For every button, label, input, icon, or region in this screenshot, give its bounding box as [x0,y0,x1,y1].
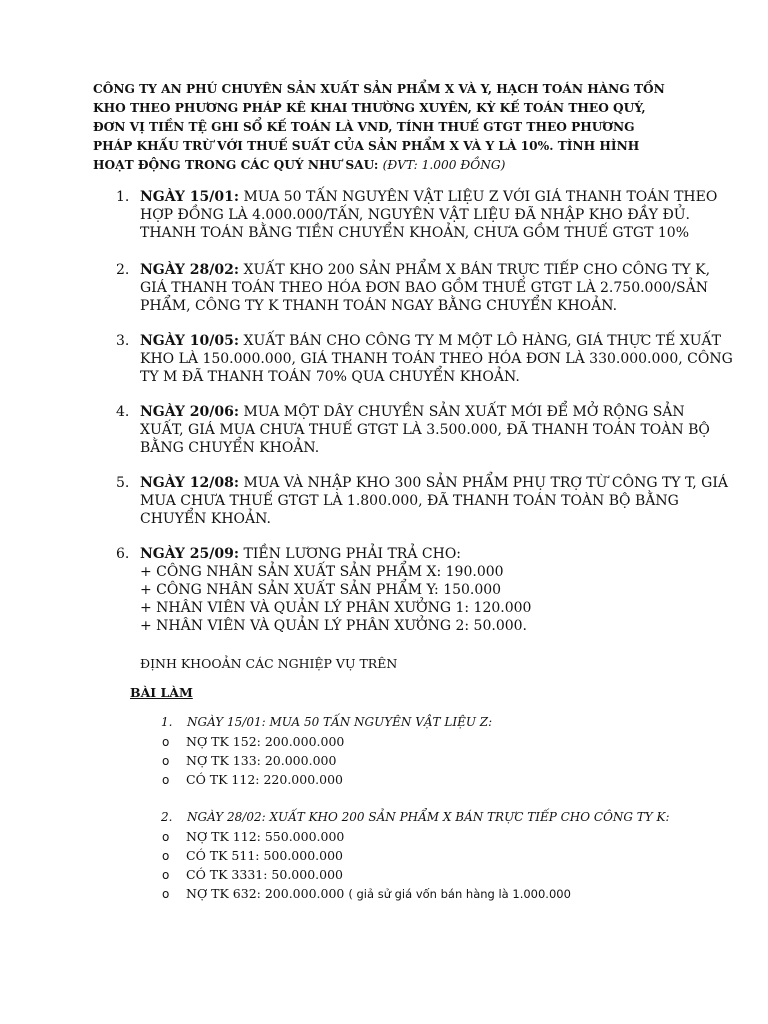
question-line: + NHÂN VIÊN VÀ QUẢN LÝ PHÂN XƯỞNG 2: 50.000. [140,618,527,634]
bullet-icon: o [162,887,170,901]
answer-heading [161,810,670,824]
solution-title: BÀI LÀM [130,685,193,700]
question-number: 1. [116,189,130,205]
entry-text: CÓ TK 3331: 50.000.000 [186,867,344,882]
question-line: MUA CHƯA THUẾ GTGT LÀ 1.800.000, ĐÃ THANH TOÁN TOÀN BỘ BẰNG [140,493,679,509]
question-line: HỢP ĐỒNG LÀ 4.000.000/TẤN, NGUYÊN VẬT LIỆU ĐÃ NHẬP KHO ĐẦY ĐỦ. [140,207,690,223]
question-line: CHUYỂN KHOẢN. [140,511,271,527]
answer-number: 1. [161,715,173,729]
answer-heading-text: NGÀY 28/02: XUẤT KHO 200 SẢN PHẨM X BÁN TRỰC TIẾP CHO CÔNG TY K: [187,810,670,824]
subtask-instruction: ĐỊNH KHOOẢN CÁC NGHIỆP VỤ TRÊN [140,656,398,671]
question-line: MUA 50 TẤN NGUYÊN VẬT LIỆU Z VỚI GIÁ THANH TOÁN THEO [243,189,718,205]
question-line: GIÁ THANH TOÁN THEO HÓA ĐƠN BAO GỒM THUẾ GTGT LÀ 2.750.000/SẢN [140,280,708,296]
journal-entry [162,848,343,863]
question-date: NGÀY 25/09: [140,546,240,562]
entry-text: CÓ TK 511: 500.000.000 [186,848,344,863]
question-line: KHO LÀ 150.000.000, GIÁ THANH TOÁN THEO HÓA ĐƠN LÀ 330.000.000, CÔNG [140,351,733,367]
journal-entry [162,886,571,901]
answer-heading-text: NGÀY 15/01: MUA 50 TẤN NGUYÊN VẬT LIỆU Z: [187,715,493,729]
question-line: TY M ĐÃ THANH TOÁN 70% QUA CHUYỂN KHOẢN. [140,369,520,385]
question-date: NGÀY 12/08: [140,475,240,491]
entry-text: CÓ TK 112: 220.000.000 [186,772,344,787]
question-line: + CÔNG NHÂN SẢN XUẤT SẢN PHẨM X: 190.000 [140,564,504,580]
bullet-icon: o [162,735,170,749]
journal-entry [162,734,344,749]
question-line: PHẨM, CÔNG TY K THANH TOÁN NGAY BẰNG CHUYỂN KHOẢN. [140,298,618,314]
entry-text: NỢ TK 112: 550.000.000 [186,829,345,844]
bullet-icon: o [162,849,170,863]
question-number: 5. [116,475,130,491]
answer-number: 2. [161,810,173,824]
entry-note: ( giả sử giá vốn bán hàng là 1.000.000 [348,887,571,901]
bullet-icon: o [162,868,170,882]
entry-text: NỢ TK 632: 200.000.000 [186,886,345,901]
question-line: + NHÂN VIÊN VÀ QUẢN LÝ PHÂN XƯỞNG 1: 120.000 [140,600,532,616]
question-line: + CÔNG NHÂN SẢN XUẤT SẢN PHẨM Y: 150.000 [140,582,502,598]
question-line: XUẤT BÁN CHO CÔNG TY M MỘT LÔ HÀNG, GIÁ THỰC TẾ XUẤT [243,333,721,349]
question-number: 3. [116,333,130,349]
question-line: THANH TOÁN BẰNG TIỀN CHUYỂN KHOẢN, CHƯA GỒM THUẾ GTGT 10% [140,225,690,241]
question-line: MUA VÀ NHẬP KHO 300 SẢN PHẨM PHỤ TRỢ TỪ CÔNG TY T, GIÁ [243,475,728,491]
answer-heading [161,715,492,729]
question-number: 4. [116,404,130,420]
entry-text: NỢ TK 133: 20.000.000 [186,753,337,768]
question-date: NGÀY 15/01: [140,189,240,205]
question-line: TIỀN LƯƠNG PHẢI TRẢ CHO: [243,546,462,562]
journal-entry [162,867,343,882]
journal-entry [162,753,336,768]
question-line: BẰNG CHUYỂN KHOẢN. [140,440,320,456]
journal-entry [162,772,343,787]
journal-entry [162,829,344,844]
bullet-icon: o [162,773,170,787]
question-line: XUẤT, GIÁ MUA CHƯA THUẾ GTGT LÀ 3.500.000, ĐÃ THANH TOÁN TOÀN BỘ [140,422,710,438]
question-number: 6. [116,546,130,562]
bullet-icon: o [162,830,170,844]
question-line: MUA MỘT DÂY CHUYỀN SẢN XUẤT MỚI ĐỂ MỞ RỘNG SẢN [243,404,685,420]
unit-note: (ĐVT: 1.000 ĐỒNG) [382,158,506,172]
question-date: NGÀY 10/05: [140,333,240,349]
entry-text: NỢ TK 152: 200.000.000 [186,734,345,749]
problem-intro [93,80,673,175]
intro-text: CÔNG TY AN PHÚ CHUYÊN SẢN XUẤT SẢN PHẨM X VÀ Y, HẠCH TOÁN HÀNG TỒN KHO THEO PHƯƠNG PHÁP KÊ KHAI THƯỜNG XUYÊN, KỲ KẾ TOÁN THEO QUÝ, ĐƠN VỊ TIỀN TỆ GHI SỔ KẾ TOÁN LÀ VND, TÍNH THUẾ GTGT THEO PHƯƠNG PHÁP KHẤU TRỪ VỚI THUẾ SUẤT CỦA SẢN PHẨM X VÀ Y LÀ 10%. TÌNH HÌNH HOẠT ĐỘNG TRONG CÁC QUÝ NHƯ SAU: [93,82,665,172]
question-date: NGÀY 28/02: [140,262,240,278]
bullet-icon: o [162,754,170,768]
question-date: NGÀY 20/06: [140,404,240,420]
question-line: XUẤT KHO 200 SẢN PHẨM X BÁN TRỰC TIẾP CHO CÔNG TY K, [243,262,711,278]
question-number: 2. [116,262,130,278]
